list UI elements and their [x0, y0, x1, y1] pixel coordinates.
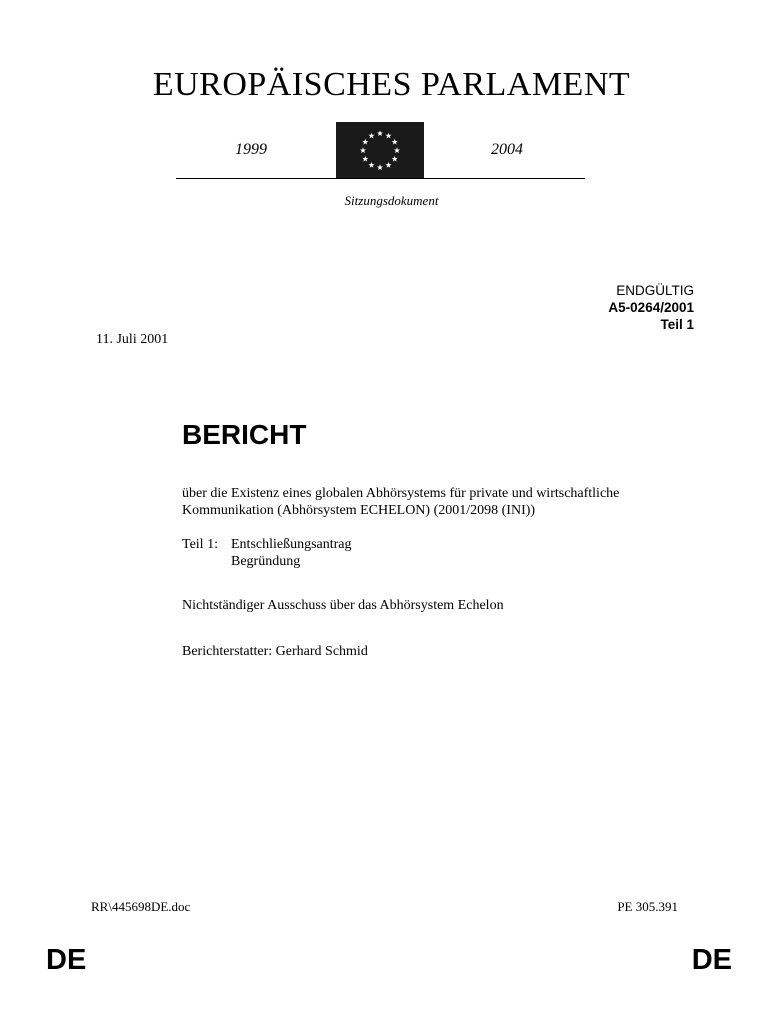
committee-name: Nichtständiger Ausschuss über das Abhörsystem Echelon	[182, 598, 504, 613]
part-item: Begründung	[231, 554, 301, 569]
subject-line: über die Existenz eines globalen Abhörsystems für private und wirtschaftliche	[182, 486, 620, 501]
rapporteur: Berichterstatter: Gerhard Schmid	[182, 644, 368, 659]
flag-star-icon	[385, 162, 391, 168]
flag-star-icon	[377, 164, 383, 170]
flag-star-icon	[392, 139, 398, 145]
flag-star-icon	[362, 156, 368, 162]
document-reference: A5-0264/2001	[608, 300, 694, 315]
part-item: Entschließungsantrag	[231, 537, 352, 552]
flag-star-icon	[368, 133, 374, 139]
language-code-right: DE	[691, 944, 732, 976]
report-heading: BERICHT	[182, 419, 307, 450]
flag-star-icon	[392, 156, 398, 162]
institution-title: EUROPÄISCHES PARLAMENT	[152, 66, 631, 103]
document-date: 11. Juli 2001	[96, 332, 169, 347]
pe-reference: PE 305.391	[617, 899, 678, 914]
final-status: ENDGÜLTIG	[616, 283, 694, 298]
flag-star-icon	[368, 162, 374, 168]
document-type: Sitzungsdokument	[344, 193, 439, 208]
part-label: Teil 1:	[182, 537, 218, 552]
status-block	[608, 282, 694, 333]
header-divider	[176, 178, 585, 179]
term-end-year: 2004	[491, 141, 523, 158]
report-parts	[182, 536, 352, 570]
flag-star-icon	[377, 130, 383, 136]
term-start-year: 1999	[235, 141, 267, 158]
flag-star-icon	[394, 147, 400, 153]
subject-line: Kommunikation (Abhörsystem ECHELON) (2001/2098 (INI))	[182, 503, 536, 518]
document-part: Teil 1	[660, 317, 694, 332]
flag-star-icon	[360, 147, 366, 153]
eu-flag-icon	[336, 122, 424, 179]
file-reference: RR\445698DE.doc	[91, 899, 191, 914]
flag-star-icon	[385, 133, 391, 139]
language-code-left: DE	[46, 944, 87, 976]
flag-star-icon	[362, 139, 368, 145]
report-subject	[182, 485, 682, 519]
